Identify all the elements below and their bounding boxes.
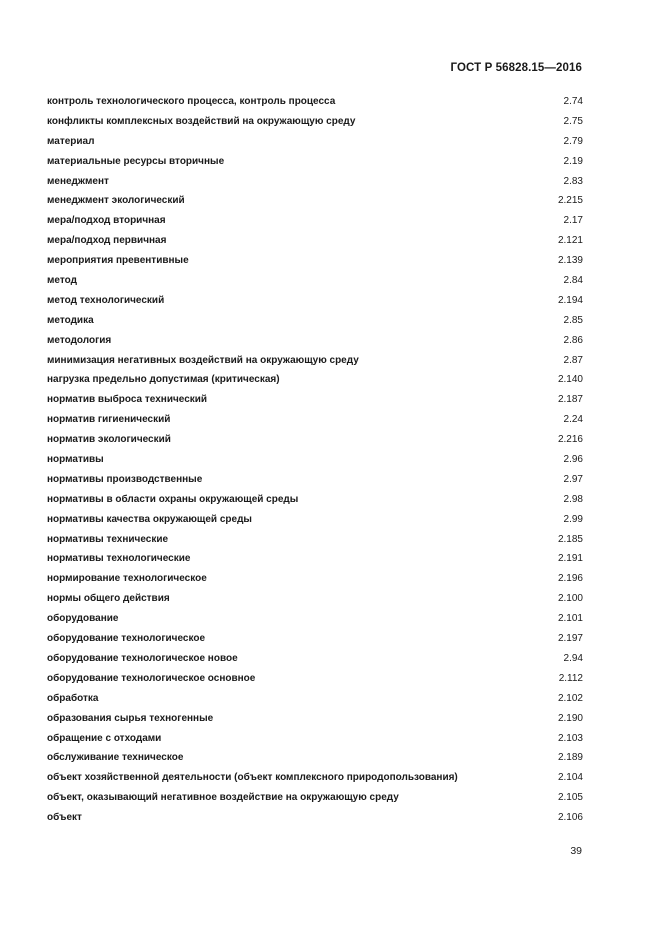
index-entry — [47, 374, 583, 394]
entry-term: обработка — [47, 692, 99, 704]
entry-term: нормативы технические — [47, 533, 169, 545]
entry-ref: 2.102 — [557, 692, 583, 704]
index-entry — [47, 215, 583, 235]
index-entry — [47, 573, 583, 593]
index-entry — [47, 593, 583, 613]
entry-term: образования сырья техногенные — [47, 712, 214, 724]
entry-term: нормирование технологическое — [47, 573, 207, 585]
entry-ref: 2.79 — [563, 135, 583, 147]
document-header: ГОСТ Р 56828.15—2016 — [450, 62, 582, 74]
index-entry — [47, 335, 583, 355]
entry-ref: 2.94 — [563, 652, 583, 664]
entry-term: норматив гигиенический — [47, 414, 171, 426]
entry-term: оборудование технологическое новое — [47, 652, 238, 664]
entry-term: нормативы производственные — [47, 473, 203, 485]
entry-ref: 2.83 — [563, 175, 583, 187]
index-entry — [47, 633, 583, 653]
index-entry — [47, 474, 583, 494]
index-entry — [47, 812, 583, 832]
entry-ref: 2.19 — [563, 155, 583, 167]
entry-term: объект хозяйственной деятельности (объект комплексного природопользования) — [47, 772, 458, 784]
entry-ref: 2.85 — [563, 314, 583, 326]
entry-term: оборудование технологическое — [47, 633, 206, 645]
entry-ref: 2.215 — [557, 195, 583, 207]
entry-term: объект — [47, 812, 82, 824]
entry-term: нормативы — [47, 454, 104, 466]
entry-term: мера/подход первичная — [47, 235, 167, 247]
entry-ref: 2.185 — [557, 533, 583, 545]
index-entry — [47, 315, 583, 335]
index-entry — [47, 434, 583, 454]
index-entry — [47, 394, 583, 414]
entry-ref: 2.191 — [557, 553, 583, 565]
index-entry — [47, 752, 583, 772]
index-entry — [47, 295, 583, 315]
index-entry — [47, 414, 583, 434]
entry-term: менеджмент — [47, 175, 109, 187]
index-entry — [47, 713, 583, 733]
entry-ref: 2.194 — [557, 294, 583, 306]
index-entry — [47, 553, 583, 573]
entry-ref: 2.98 — [563, 493, 583, 505]
index-entry — [47, 136, 583, 156]
entry-ref: 2.112 — [558, 672, 583, 684]
term-index-list — [47, 96, 583, 832]
entry-term: объект, оказывающий негативное воздействие на окружающую среду — [47, 792, 399, 804]
index-entry — [47, 613, 583, 633]
entry-term: нормативы в области охраны окружающей среды — [47, 493, 299, 505]
index-entry — [47, 195, 583, 215]
entry-term: конфликты комплексных воздействий на окружающую среду — [47, 115, 356, 127]
entry-term: метод — [47, 275, 77, 287]
entry-term: оборудование технологическое основное — [47, 672, 256, 684]
index-entry — [47, 733, 583, 753]
entry-term: менеджмент экологический — [47, 195, 185, 207]
index-entry — [47, 275, 583, 295]
index-entry — [47, 96, 583, 116]
entry-term: обращение с отходами — [47, 732, 162, 744]
entry-term: нормативы качества окружающей среды — [47, 513, 252, 525]
entry-ref: 2.97 — [563, 473, 583, 485]
page-number: 39 — [570, 845, 582, 857]
entry-ref: 2.99 — [563, 513, 583, 525]
index-entry — [47, 355, 583, 375]
entry-ref: 2.86 — [563, 334, 583, 346]
entry-term: оборудование — [47, 613, 119, 625]
index-entry — [47, 255, 583, 275]
index-entry — [47, 514, 583, 534]
index-entry — [47, 792, 583, 812]
entry-ref: 2.105 — [557, 792, 583, 804]
entry-ref: 2.104 — [557, 772, 583, 784]
entry-ref: 2.106 — [557, 812, 583, 824]
entry-term: минимизация негативных воздействий на окружающую среду — [47, 354, 359, 366]
entry-term: нормативы технологические — [47, 553, 191, 565]
entry-ref: 2.96 — [563, 454, 583, 466]
entry-term: обслуживание техническое — [47, 752, 184, 764]
entry-term: материальные ресурсы вторичные — [47, 155, 225, 167]
entry-term: нагрузка предельно допустимая (критическая) — [47, 374, 280, 386]
index-entry — [47, 176, 583, 196]
entry-ref: 2.139 — [557, 255, 583, 267]
entry-term: мера/подход вторичная — [47, 215, 166, 227]
entry-term: методика — [47, 314, 94, 326]
index-entry — [47, 156, 583, 176]
index-entry — [47, 653, 583, 673]
entry-ref: 2.216 — [557, 434, 583, 446]
entry-ref: 2.87 — [563, 354, 583, 366]
entry-ref: 2.101 — [557, 613, 583, 625]
entry-term: методология — [47, 334, 112, 346]
index-entry — [47, 673, 583, 693]
index-entry — [47, 454, 583, 474]
entry-ref: 2.190 — [557, 712, 583, 724]
index-entry — [47, 772, 583, 792]
entry-term: материал — [47, 135, 95, 147]
entry-ref: 2.189 — [557, 752, 583, 764]
entry-ref: 2.74 — [563, 96, 583, 107]
entry-term: норматив экологический — [47, 434, 171, 446]
index-entry — [47, 235, 583, 255]
index-entry — [47, 494, 583, 514]
entry-ref: 2.140 — [557, 374, 583, 386]
index-entry — [47, 693, 583, 713]
entry-ref: 2.197 — [557, 633, 583, 645]
index-entry — [47, 116, 583, 136]
entry-term: нормы общего действия — [47, 593, 170, 605]
entry-ref: 2.24 — [563, 414, 583, 426]
entry-ref: 2.84 — [563, 275, 583, 287]
entry-ref: 2.100 — [557, 593, 583, 605]
entry-ref: 2.196 — [557, 573, 583, 585]
entry-ref: 2.17 — [563, 215, 583, 227]
entry-term: метод технологический — [47, 294, 165, 306]
index-entry — [47, 534, 583, 554]
entry-ref: 2.103 — [557, 732, 583, 744]
entry-term: мероприятия превентивные — [47, 255, 189, 267]
entry-ref: 2.187 — [557, 394, 583, 406]
entry-term: контроль технологического процесса, контроль процесса — [47, 96, 336, 107]
entry-ref: 2.121 — [557, 235, 583, 247]
entry-ref: 2.75 — [563, 115, 583, 127]
entry-term: норматив выброса технический — [47, 394, 208, 406]
